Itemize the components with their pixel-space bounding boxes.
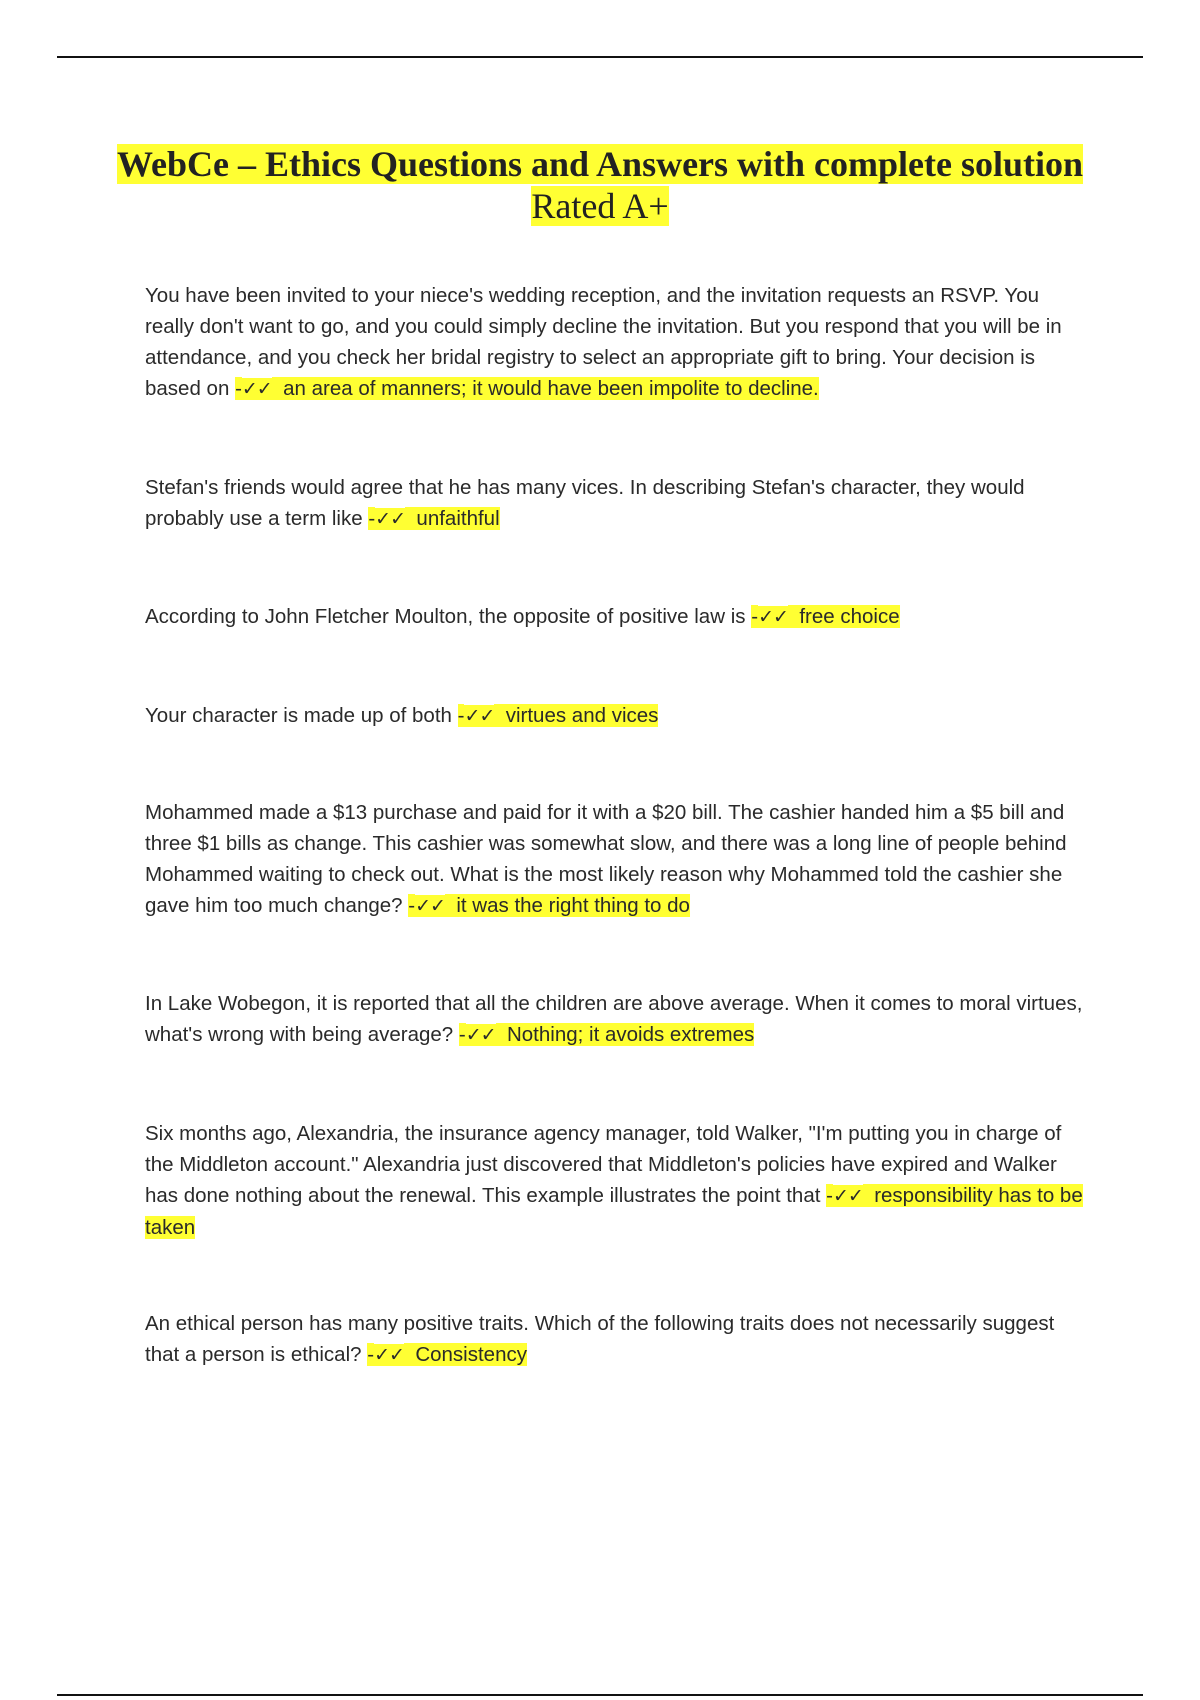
separator: - — [457, 704, 465, 727]
answer-text: free choice — [799, 605, 900, 628]
question-text: An ethical person has many positive traits. Which of the following traits does not necessarily suggest that a person is ethical? — [145, 1312, 1055, 1366]
qa-item — [145, 700, 1090, 732]
qa-item — [145, 472, 1090, 535]
answer-text: Nothing; it avoids extremes — [506, 1023, 755, 1046]
question-text: Mohammed made a $13 purchase and paid for it with a $20 bill. The cashier handed him a $5 bill and three $1 bills as change. This cashier was somewhat slow, and there was a long line of people behind Mohammed waiting to check out. What is the most likely reason why Mohammed told the cashier she gave him too much change? — [145, 801, 1067, 917]
qa-item — [145, 1118, 1090, 1243]
check-icon: ✓✓ — [374, 1344, 404, 1366]
separator: - — [458, 1023, 466, 1046]
bottom-rule — [57, 1694, 1143, 1696]
question-text: Six months ago, Alexandria, the insurance agency manager, told Walker, "I'm putting you in charge of the Middleton account." Alexandria just discovered that Middleton's policies have expired and Walker has done nothing about the renewal. This example illustrates the point that — [145, 1122, 1062, 1207]
check-icon: ✓✓ — [375, 508, 406, 530]
answer-text: unfaithful — [416, 507, 500, 530]
separator: - — [367, 1343, 375, 1366]
title-rest: Rated A+ — [531, 186, 669, 226]
top-rule — [57, 56, 1143, 58]
qa-item — [145, 601, 1090, 633]
question-text: Stefan's friends would agree that he has many vices. In describing Stefan's character, they would probably use a term like — [145, 476, 1025, 530]
question-text: In Lake Wobegon, it is reported that all the children are above average. When it comes to moral virtues, what's wrong with being average? — [145, 992, 1083, 1046]
page-title — [100, 143, 1100, 227]
answer-text: responsibility has to be taken — [145, 1184, 1083, 1239]
check-icon: ✓✓ — [758, 606, 788, 628]
qa-item — [145, 988, 1090, 1051]
question-text: According to John Fletcher Moulton, the opposite of positive law is — [145, 605, 746, 628]
title-bold: WebCe – Ethics Questions and Answers with complete solution — [116, 144, 1084, 184]
qa-item — [145, 797, 1090, 922]
check-icon: ✓✓ — [241, 378, 272, 400]
check-icon: ✓✓ — [465, 1024, 496, 1046]
check-icon: ✓✓ — [464, 705, 495, 727]
answer-text: it was the right thing to do — [456, 894, 690, 917]
check-icon: ✓✓ — [415, 895, 445, 917]
separator: - — [826, 1184, 833, 1207]
question-text: You have been invited to your niece's wedding reception, and the invitation requests an RSVP. You really don't want to go, and you could simply decline the invitation. But you respond that you will be in attendance, and you check her bridal registry to select an appropriate gift to bring. Your decision is based on — [145, 284, 1062, 400]
answer-text: an area of manners; it would have been impolite to decline. — [283, 377, 819, 400]
separator: - — [408, 894, 416, 917]
qa-list — [145, 280, 1090, 1392]
answer-text: virtues and vices — [505, 704, 659, 727]
qa-item — [145, 280, 1090, 405]
separator: - — [751, 605, 759, 628]
check-icon: ✓✓ — [832, 1185, 863, 1207]
answer-text: Consistency — [415, 1343, 527, 1366]
question-text: Your character is made up of both — [145, 704, 452, 727]
qa-item — [145, 1308, 1090, 1371]
separator: - — [368, 507, 376, 530]
separator: - — [235, 377, 242, 400]
